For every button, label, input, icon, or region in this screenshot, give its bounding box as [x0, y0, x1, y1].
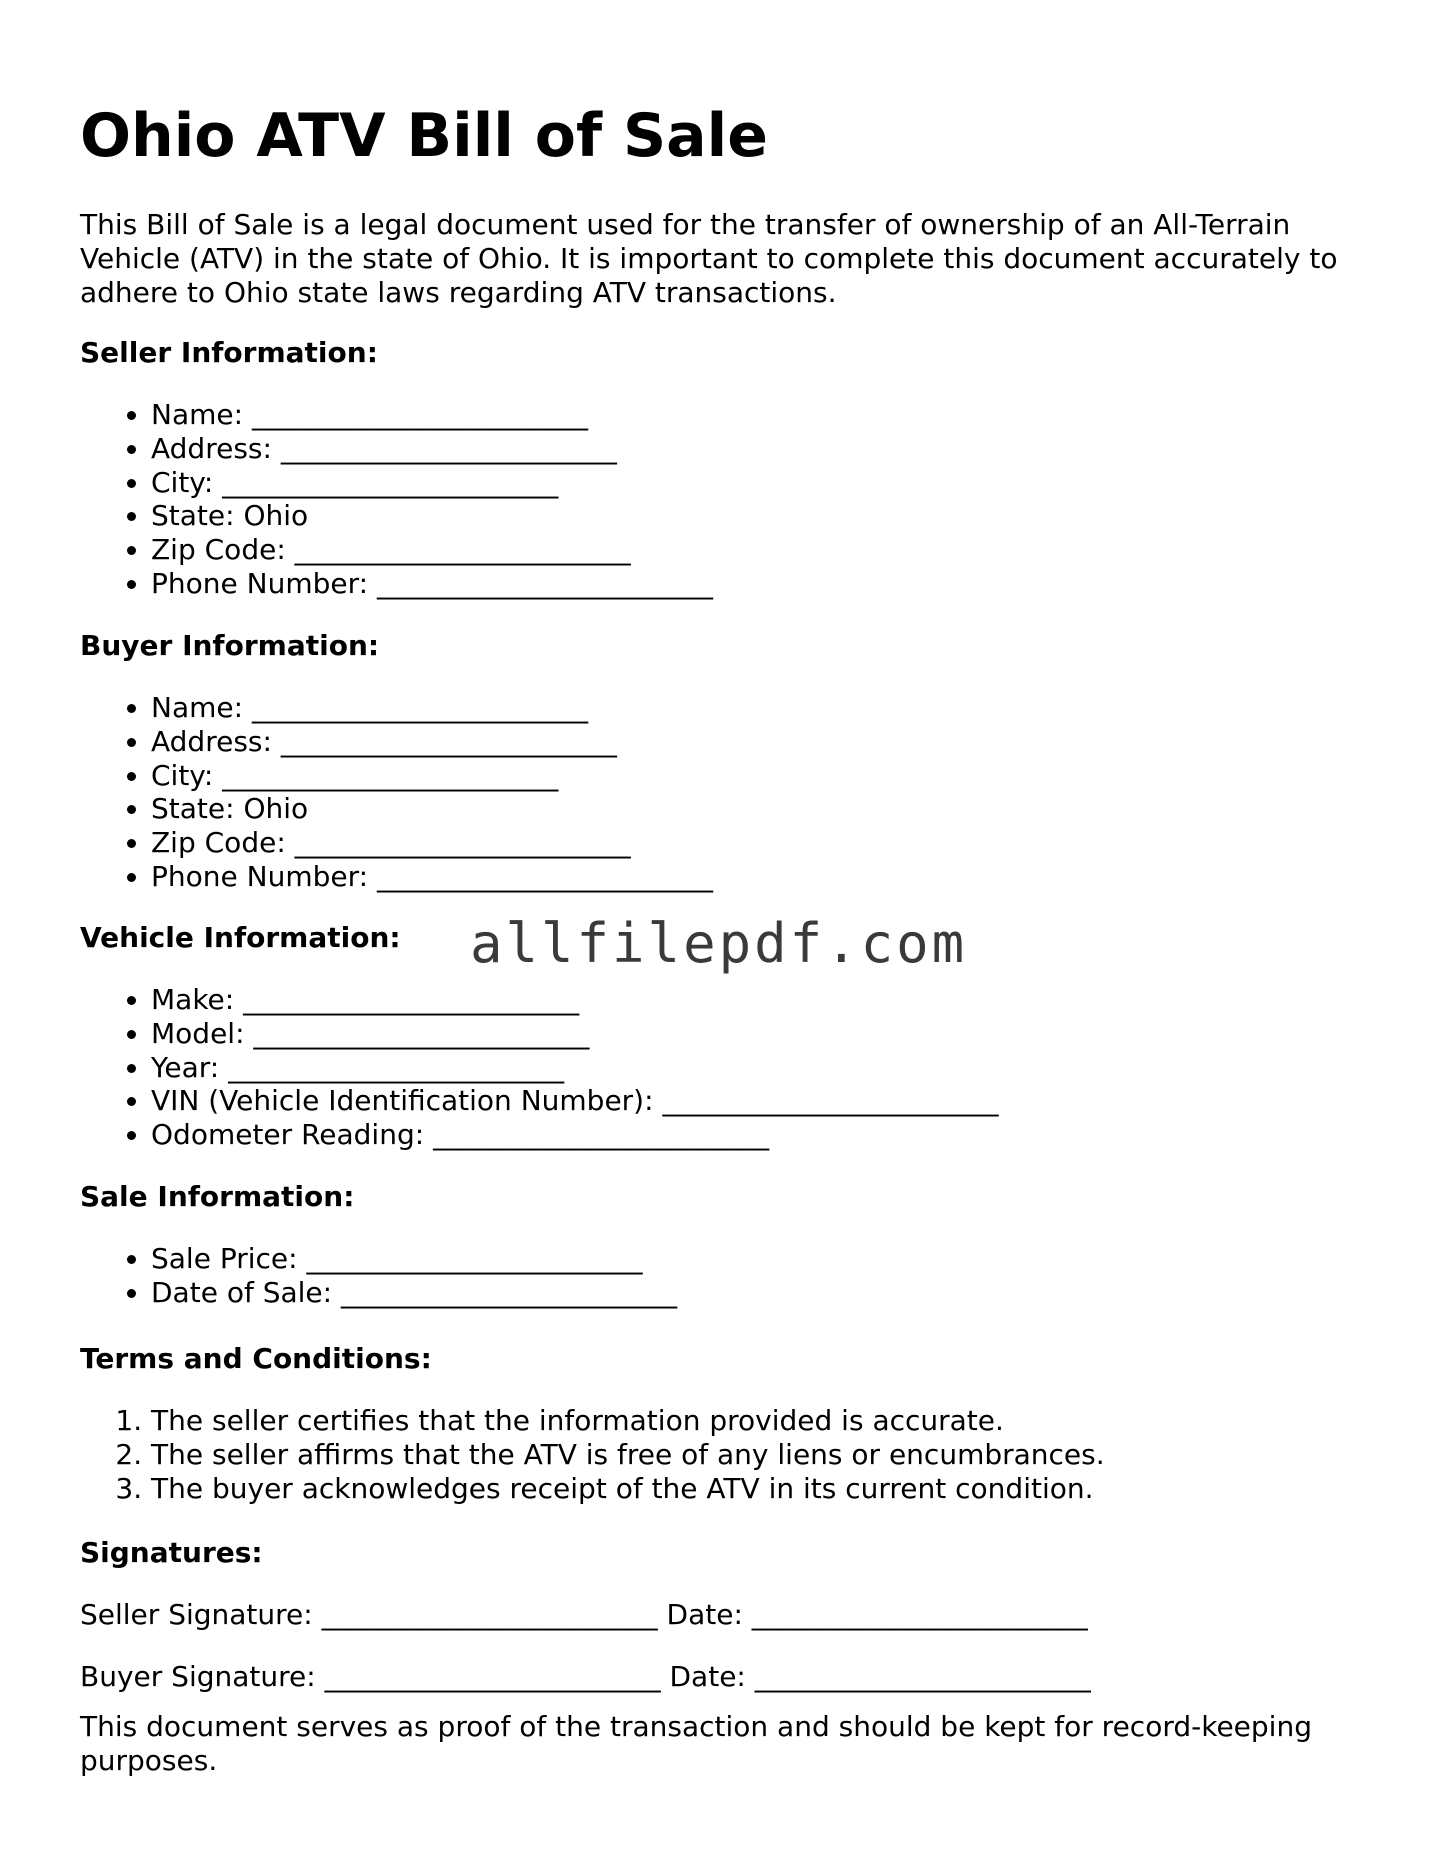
signatures-heading: Signatures: [80, 1536, 263, 1569]
vehicle-heading: Vehicle Information: [80, 921, 401, 954]
seller-signature-line: Seller Signature: ________________________ Date: ________________________ [80, 1598, 1088, 1631]
watermark-text: allfilepdf.com [470, 912, 968, 975]
terms-list [80, 1404, 1105, 1505]
buyer-zip-field: • Zip Code: ________________________ [151, 826, 713, 860]
buyer-signature-line: Buyer Signature: ________________________ Date: ________________________ [80, 1660, 1091, 1693]
terms-heading: Terms and Conditions: [80, 1342, 432, 1375]
blank-line[interactable]: ________________________ [251, 691, 588, 724]
blank-line[interactable]: ________________________ [662, 1084, 999, 1118]
seller-date-blank[interactable]: ________________________ [751, 1598, 1088, 1631]
seller-field-list [80, 398, 713, 601]
blank-line[interactable]: ________________________ [280, 724, 617, 758]
terms-item: 2. The seller affirms that the ATV is free of any liens or encumbrances. [151, 1438, 1105, 1472]
blank-line[interactable]: ________________________ [222, 465, 559, 499]
seller-heading: Seller Information: [80, 336, 378, 369]
terms-item: 1. The seller certifies that the information provided is accurate. [151, 1404, 1105, 1438]
intro-paragraph: This Bill of Sale is a legal document used for the transfer of ownership of an All-Terrain Vehicle (ATV) in the state of Ohio. It is important to complete this document accurately to adhere to Ohio state laws regarding ATV transactions. [80, 208, 1338, 309]
buyer-date-blank[interactable]: ________________________ [754, 1660, 1091, 1693]
sale-date-field: • Date of Sale: ________________________ [151, 1276, 677, 1310]
seller-address-field: • Address: ________________________ [151, 432, 713, 466]
blank-line[interactable]: ________________________ [294, 533, 631, 567]
seller-state-field: • State: Ohio [151, 499, 713, 533]
blank-line[interactable]: ________________________ [376, 859, 713, 893]
buyer-signature-blank[interactable]: ________________________ [324, 1660, 661, 1693]
blank-line[interactable]: ________________________ [253, 1016, 590, 1050]
buyer-name-field: • Name: ________________________ [151, 691, 713, 725]
vehicle-model-field: • Model: ________________________ [151, 1017, 998, 1051]
blank-line[interactable]: ________________________ [222, 758, 559, 792]
seller-signature-blank[interactable]: ________________________ [321, 1598, 658, 1631]
vehicle-field-list [80, 983, 998, 1152]
sale-price-field: • Sale Price: ________________________ [151, 1242, 677, 1276]
blank-line[interactable]: ________________________ [251, 398, 588, 431]
buyer-address-field: • Address: ________________________ [151, 725, 713, 759]
blank-line[interactable]: ________________________ [228, 1050, 565, 1084]
document-title: Ohio ATV Bill of Sale [80, 101, 768, 171]
buyer-phone-field: • Phone Number: ________________________ [151, 860, 713, 894]
blank-line[interactable]: ________________________ [376, 566, 713, 600]
blank-line[interactable]: ________________________ [306, 1242, 643, 1275]
buyer-heading: Buyer Information: [80, 629, 380, 662]
blank-line[interactable]: ________________________ [433, 1118, 770, 1152]
blank-line[interactable]: ________________________ [243, 983, 580, 1016]
buyer-state-field: • State: Ohio [151, 792, 713, 826]
blank-line[interactable]: ________________________ [294, 826, 631, 860]
closing-paragraph: This document serves as proof of the transaction and should be kept for record-keeping purposes. [80, 1710, 1312, 1777]
vehicle-make-field: • Make: ________________________ [151, 983, 998, 1017]
seller-name-field: • Name: ________________________ [151, 398, 713, 432]
vehicle-odometer-field: • Odometer Reading: ________________________ [151, 1118, 998, 1152]
terms-item: 3. The buyer acknowledges receipt of the ATV in its current condition. [151, 1472, 1105, 1506]
blank-line[interactable]: ________________________ [280, 431, 617, 465]
blank-line[interactable]: ________________________ [341, 1275, 677, 1309]
vehicle-vin-field: • VIN (Vehicle Identification Number): ________________________ [151, 1084, 998, 1118]
sale-heading: Sale Information: [80, 1180, 355, 1213]
buyer-city-field: • City: ________________________ [151, 759, 713, 793]
seller-city-field: • City: ________________________ [151, 466, 713, 500]
seller-zip-field: • Zip Code: ________________________ [151, 533, 713, 567]
sale-field-list [80, 1242, 677, 1310]
vehicle-year-field: • Year: ________________________ [151, 1051, 998, 1085]
seller-phone-field: • Phone Number: ________________________ [151, 567, 713, 601]
buyer-field-list [80, 691, 713, 894]
